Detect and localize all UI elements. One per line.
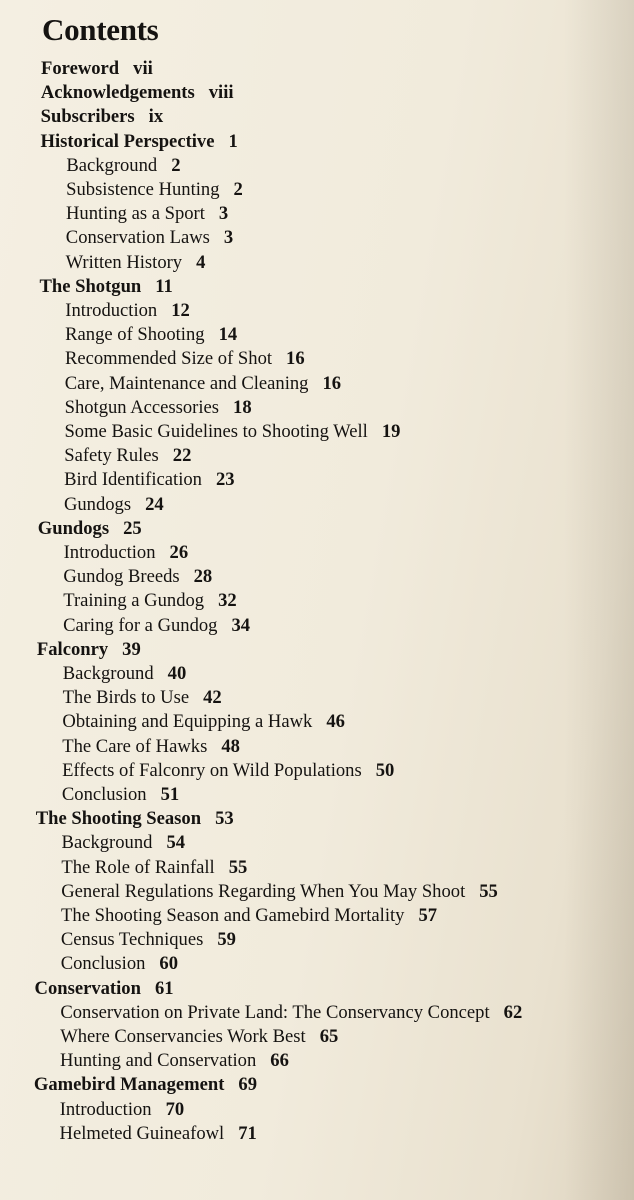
toc-page-number: 51 (160, 784, 180, 805)
toc-entry-title: Care, Maintenance and Cleaning (64, 372, 309, 394)
toc-section (65, 324, 237, 346)
toc-chapter (37, 639, 141, 661)
toc-section (66, 227, 233, 249)
toc-section (60, 1123, 257, 1145)
toc-section (66, 252, 206, 274)
toc-section (60, 1099, 185, 1121)
toc-section (62, 784, 179, 806)
toc-section (62, 832, 185, 854)
toc-page-number: 18 (233, 396, 252, 418)
toc-page-number: 16 (322, 372, 342, 394)
toc-section (64, 445, 191, 467)
toc-entry-title: Background (62, 663, 154, 684)
toc-section (62, 760, 394, 782)
toc-section (65, 373, 341, 395)
toc-entry-title: Falconry (36, 638, 109, 660)
toc-entry-title: Obtaining and Equipping a Hawk (62, 711, 313, 733)
toc-chapter (41, 106, 163, 128)
toc-page-number: 4 (196, 251, 206, 273)
toc-page-number: 32 (218, 590, 237, 612)
toc-section (66, 155, 180, 177)
toc-entry-title: Where Conservancies Work Best (60, 1026, 306, 1047)
toc-entry-title: Gundogs (37, 517, 110, 539)
toc-section (62, 736, 240, 758)
toc-section (64, 421, 400, 443)
toc-chapter (34, 1074, 257, 1096)
toc-entry-title: Some Basic Guidelines to Shooting Well (64, 421, 368, 442)
toc-page-number: 24 (145, 493, 164, 515)
toc-page-number: 39 (122, 638, 141, 660)
toc-page-number: 71 (238, 1122, 257, 1144)
toc-entry-title: Background (66, 154, 158, 176)
toc-entry-title: General Regulations Regarding When You May Shoot (61, 880, 466, 902)
toc-section (64, 494, 164, 516)
toc-page-number: viii (208, 82, 234, 104)
toc-entry-title: Safety Rules (64, 445, 159, 467)
toc-chapter (35, 978, 174, 1000)
toc-entry-title: Range of Shooting (65, 324, 205, 346)
toc-entry-title: Shotgun Accessories (64, 396, 220, 418)
toc-page-number: 69 (238, 1074, 258, 1096)
toc-entry-title: Conclusion (61, 784, 147, 805)
toc-entry-title: The Shooting Season (35, 808, 202, 830)
toc-chapter (36, 808, 234, 830)
toc-chapter (39, 276, 172, 298)
toc-page-number: 53 (215, 808, 234, 830)
toc-entry-title: Background (61, 832, 153, 854)
toc-entry-title: Written History (65, 251, 183, 273)
toc-page-number: 66 (270, 1050, 289, 1072)
toc-entry-title: Training a Gundog (63, 590, 205, 612)
toc-page-number: 61 (154, 977, 174, 999)
toc-page-number: 62 (503, 1001, 523, 1023)
toc-section (60, 1026, 338, 1048)
toc-page-number: 48 (221, 735, 240, 757)
toc-entry-title: Census Techniques (60, 929, 204, 951)
toc-page-number: 23 (215, 469, 235, 491)
toc-page-number: 3 (223, 227, 234, 249)
toc-section (66, 203, 228, 225)
toc-page-number: 19 (381, 421, 401, 442)
page-title: Contents (42, 12, 159, 47)
toc-section (63, 663, 186, 685)
toc-section (61, 857, 247, 879)
toc-entry-title: Historical Perspective (40, 130, 215, 152)
toc-section (66, 179, 243, 201)
toc-section (65, 300, 190, 322)
toc-entry-title: Bird Identification (64, 469, 202, 491)
toc-page-number: 25 (123, 517, 142, 539)
toc-page-number: 54 (166, 832, 186, 854)
toc-entry-title: Subscribers (40, 106, 135, 128)
toc-page-number: 59 (217, 929, 236, 951)
toc-entry-title: Hunting and Conservation (60, 1050, 257, 1072)
toc-entry-title: The Shotgun (39, 275, 142, 297)
toc-page-number: 55 (479, 880, 498, 902)
toc-section (61, 929, 236, 951)
toc-entry-title: Acknowledgements (40, 82, 195, 104)
toc-section (64, 469, 234, 491)
toc-chapter (41, 58, 153, 80)
toc-entry-title: Foreword (41, 58, 120, 79)
toc-section (61, 905, 437, 927)
toc-page-number: 40 (167, 663, 187, 684)
toc-page-number: 12 (171, 300, 190, 321)
toc-section (63, 615, 250, 637)
toc-page-number: 65 (319, 1026, 339, 1047)
toc-chapter (40, 131, 237, 153)
toc-page-number: vii (133, 58, 153, 79)
toc-page-number: 28 (193, 566, 213, 588)
toc-entry-title: Hunting as a Sport (65, 203, 205, 225)
toc-entry-title: Introduction (65, 300, 158, 321)
toc-section (62, 711, 345, 733)
toc-section (65, 397, 252, 419)
toc-section (64, 542, 189, 564)
toc-section (63, 687, 222, 709)
toc-entry-title: The Role of Rainfall (61, 856, 215, 878)
toc-page-number: 14 (218, 324, 238, 346)
toc-page-number: 60 (159, 953, 179, 975)
toc-entry-title: Gundog Breeds (63, 566, 180, 588)
toc-section (60, 1050, 289, 1072)
toc-section (63, 566, 212, 588)
toc-page-number: 42 (203, 687, 222, 709)
toc-page-number: 1 (228, 130, 238, 152)
toc-chapter (38, 518, 142, 540)
page-edge-shadow (564, 0, 634, 1200)
toc-entry-title: Gamebird Management (33, 1074, 225, 1096)
toc-entry-title: Gundogs (63, 493, 132, 515)
toc-chapter (41, 82, 234, 104)
toc-page-number: 34 (231, 614, 251, 636)
toc-section (60, 1002, 522, 1024)
toc-page-number: 2 (171, 154, 181, 176)
toc-entry-title: The Birds to Use (62, 687, 190, 709)
toc-entry-title: The Care of Hawks (62, 735, 208, 757)
toc-entry-title: Caring for a Gundog (63, 614, 218, 636)
toc-entry-title: Introduction (63, 542, 156, 563)
toc-page-number: 22 (172, 445, 192, 467)
toc-page-number: ix (148, 106, 164, 128)
toc-section (61, 881, 498, 903)
toc-page-number: 70 (165, 1098, 185, 1120)
toc-page-number: 50 (375, 759, 395, 781)
toc-entry-title: Subsistence Hunting (66, 179, 220, 200)
toc-page-number: 16 (286, 348, 305, 370)
toc-page-number: 3 (218, 203, 229, 225)
toc-entry-title: Helmeted Guineafowl (59, 1122, 225, 1144)
toc-section (61, 953, 178, 975)
toc-page-number: 26 (169, 542, 189, 563)
toc-page-number: 11 (155, 275, 173, 297)
toc-entry-title: Recommended Size of Shot (64, 348, 273, 370)
toc-section (63, 590, 236, 612)
toc-page-number: 57 (418, 905, 438, 926)
toc-entry-title: Conservation (34, 977, 141, 999)
toc-section (65, 348, 305, 370)
toc-entry-title: Introduction (59, 1098, 152, 1120)
toc-page-number: 2 (233, 179, 243, 200)
toc-entry-title: Conservation on Private Land: The Conservancy Concept (60, 1001, 490, 1023)
toc-entry-title: The Shooting Season and Gamebird Mortality (61, 905, 405, 926)
toc-entry-title: Conservation Laws (65, 227, 210, 249)
toc-entry-title: Conclusion (60, 953, 146, 975)
toc-page-number: 46 (326, 711, 345, 733)
toc-page-number: 55 (228, 856, 248, 878)
toc-entry-title: Effects of Falconry on Wild Populations (62, 759, 362, 781)
